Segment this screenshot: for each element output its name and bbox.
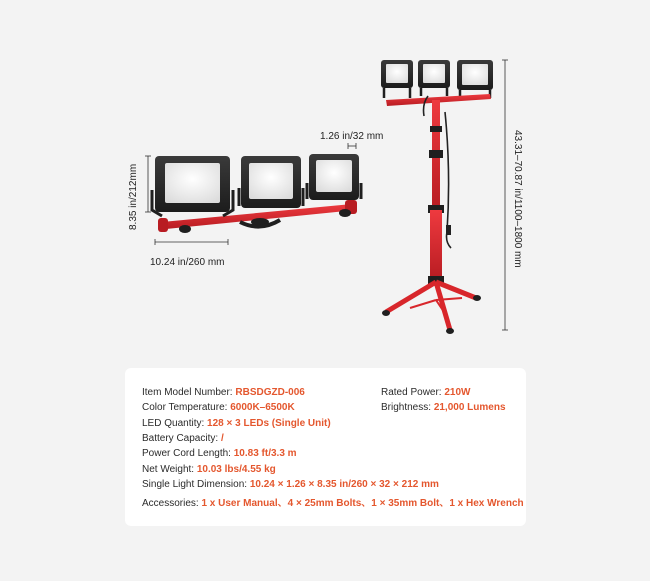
stand-height-label: 43.31–70.87 in/1100–1800 mm xyxy=(512,130,523,268)
spec-value: 6000K–6500K xyxy=(230,402,295,413)
spec-model xyxy=(142,387,305,398)
spec-single-light-dimension xyxy=(142,479,439,490)
spec-value: RBSDGZD-006 xyxy=(235,387,305,398)
stand-light-3 xyxy=(457,60,493,90)
spec-led-quantity xyxy=(142,418,331,429)
horizontal-light-bar xyxy=(145,143,361,245)
spec-brightness xyxy=(381,402,506,413)
spec-card xyxy=(125,368,526,526)
spec-accessories xyxy=(142,494,524,509)
spec-color-temperature xyxy=(142,402,295,413)
spec-label: Battery Capacity: xyxy=(142,433,219,444)
spec-value: 210W xyxy=(444,387,471,398)
spec-battery-capacity xyxy=(142,433,224,444)
stand-height-dimension-line xyxy=(502,60,508,330)
height-dimension-line xyxy=(145,156,151,212)
stand-light-1 xyxy=(381,60,413,88)
width-dimension-line xyxy=(155,239,228,245)
spec-power-cord-length xyxy=(142,448,297,459)
spec-label: Rated Power: xyxy=(381,387,442,398)
flood-light-3 xyxy=(307,154,361,200)
spec-label: Color Temperature: xyxy=(142,402,228,413)
spec-value: / xyxy=(220,433,224,444)
depth-dimension-line xyxy=(348,143,356,149)
spec-rated-power xyxy=(381,387,471,398)
height-label: 8.35 in/212mm xyxy=(128,163,139,230)
spec-value: 10.83 ft/3.3 m xyxy=(233,448,297,459)
spec-label: Accessories: xyxy=(142,498,199,509)
flood-light-1 xyxy=(152,156,233,216)
spec-value: 10.03 lbs/4.55 kg xyxy=(196,464,276,475)
spec-value: 10.24 × 1.26 × 8.35 in/260 × 32 × 212 mm xyxy=(249,479,439,490)
width-label: 10.24 in/260 mm xyxy=(150,257,225,268)
stand-light-2 xyxy=(418,60,450,88)
flood-light-2 xyxy=(239,156,303,208)
spec-label: Brightness: xyxy=(381,402,432,413)
spec-value: 1 x User Manual、4 × 25mm Bolts、1 × 35mm Bolt、1 x Hex Wrench xyxy=(201,498,524,509)
spec-label: Net Weight: xyxy=(142,464,195,475)
spec-label: Single Light Dimension: xyxy=(142,479,248,490)
spec-value: 21,000 Lumens xyxy=(433,402,506,413)
spec-label: LED Quantity: xyxy=(142,418,205,429)
spec-net-weight xyxy=(142,464,276,475)
spec-value: 128 × 3 LEDs (Single Unit) xyxy=(207,418,331,429)
spec-label: Power Cord Length: xyxy=(142,448,231,459)
depth-label: 1.26 in/32 mm xyxy=(320,131,384,142)
tripod-light-stand xyxy=(381,60,508,334)
spec-label: Item Model Number: xyxy=(142,387,233,398)
